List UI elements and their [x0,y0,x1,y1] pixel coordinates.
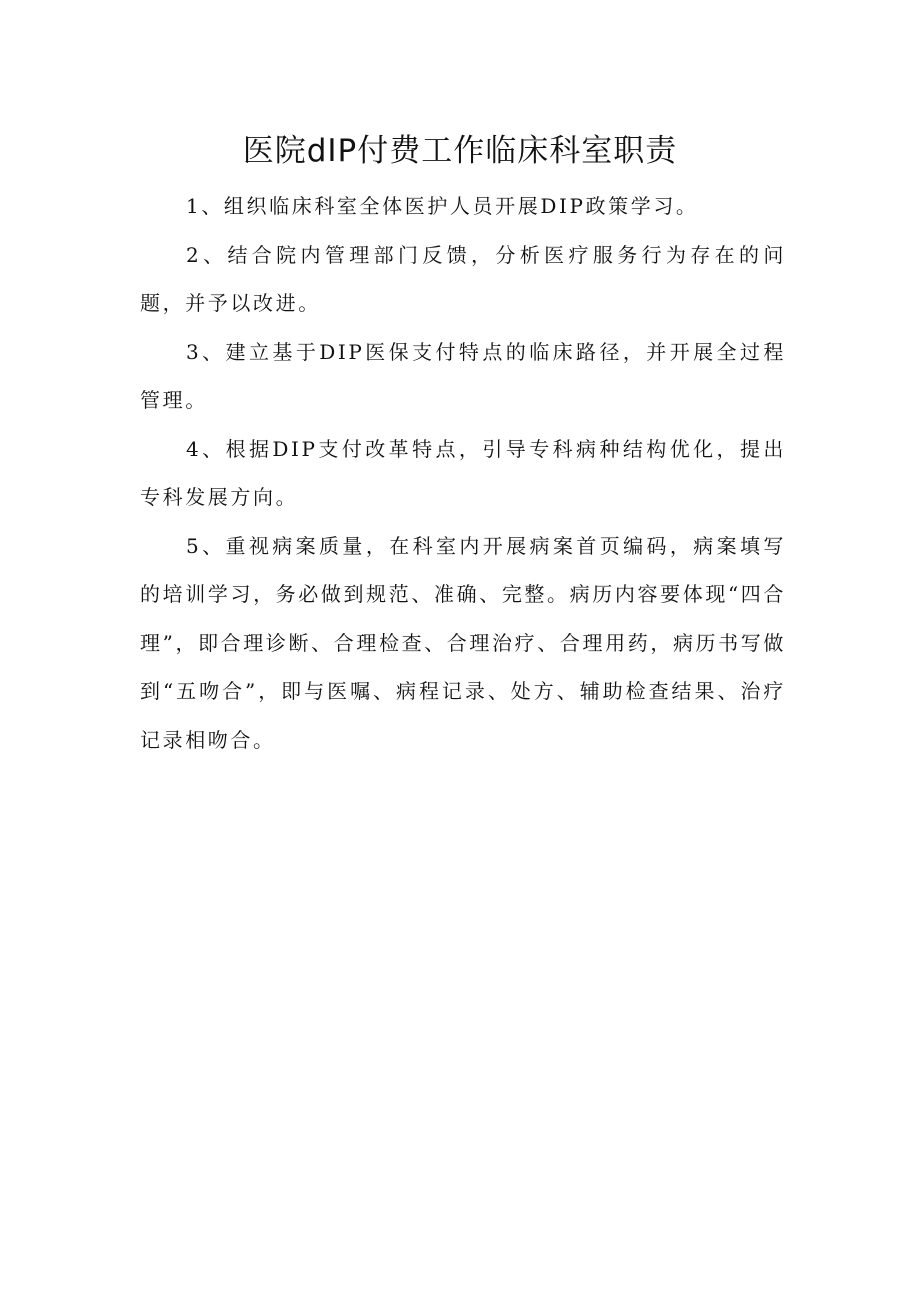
paragraph-3: 3、建立基于DIP医保支付特点的临床路径，并开展全过程管理。 [140,339,786,412]
document-title: 医院dIP付费工作临床科室职责 [242,133,678,169]
paragraph-1: 1、组织临床科室全体医护人员开展DIP政策学习。 [186,194,699,218]
paragraph-5: 5、重视病案质量，在科室内开展病案首页编码，病案填写的培训学习，务必做到规范、准确、完整。病历内容要体现“四合理”，即合理诊断、合理检查、合理治疗、合理用药，病历书写做到“五吻合”，即与医嘱、病程记录、处方、辅助检查结果、治疗记录相吻合。 [140,533,786,752]
paragraph-4: 4、根据DIP支付改革特点，引导专科病种结构优化，提出专科发展方向。 [140,436,786,509]
paragraph-2: 2、结合院内管理部门反馈，分析医疗服务行为存在的问题，并予以改进。 [140,242,786,315]
document-body [140,182,786,764]
